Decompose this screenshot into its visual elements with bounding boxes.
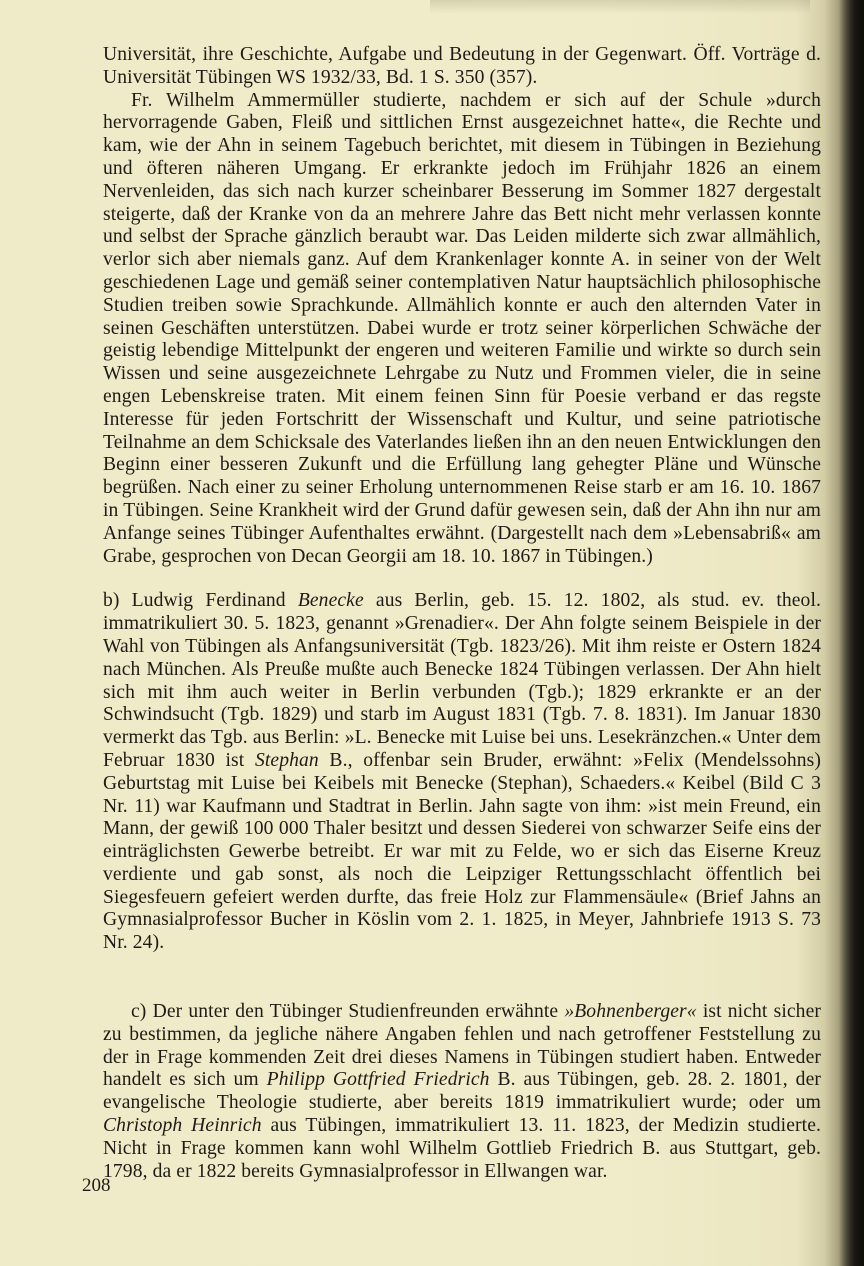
section-c-name-2: Philipp Gottfried Friedrich (266, 1069, 490, 1091)
page-number: 208 (82, 1175, 111, 1196)
section-c-prefix: c) Der unter den Tübinger Studienfreunden erwähnte (131, 1001, 565, 1023)
section-c-text-2: B. aus Tübingen, geb. 28. 2. 1801, der evangelische Theologie studierte, aber bereits 1819 immatrikuliert wurde; oder um (103, 1069, 821, 1114)
section-c-text-3: aus Tübingen, immatrikuliert 13. 11. 1823, der Medizin studierte. Nicht in Frage kommen kann wohl Wilhelm Gottlieb Friedrich B. aus Stuttgart, geb. 1798, da er 1822 bereits Gymnasialprofessor in Ellwangen war. (103, 1115, 821, 1182)
section-b-name-2: Stephan (254, 749, 319, 771)
section-spacer (103, 955, 821, 1001)
book-spine-shadow (824, 0, 864, 1266)
section-b-prefix: b) Ludwig Ferdinand (103, 590, 298, 612)
section-c-paragraph (103, 1001, 821, 1183)
intro-reference: Universität, ihre Geschichte, Aufgabe und Bedeutung in der Gegenwart. Öff. Vorträge d. Universität Tübingen WS 1932/33, Bd. 1 S. 350 (357). (103, 44, 821, 88)
section-b-text-1: aus Berlin, geb. 15. 12. 1802, als stud. ev. theol. immatrikuliert 30. 5. 1823, genannt »Grenadier«. Der Ahn folgte seinem Beispiele in der Wahl von Tübingen als Anfangsuniversität (Tgb. 1823/26). Mit ihm reiste er Ostern 1824 nach München. Als Preuße mußte auch Benecke 1824 Tübingen verlassen. Der Ahn hielt sich mit ihm auch weiter in Berlin verbunden (Tgb.); 1829 erkrankte er an der Schwindsucht (Tgb. 1829) und starb im August 1831 (Tgb. 7. 8. 1831). Im Januar 1830 vermerkt das Tgb. aus Berlin: »L. Benecke mit Luise bei uns. Lesekränzchen.« Unter dem Februar 1830 ist (103, 590, 821, 771)
body-text (103, 44, 821, 1183)
show-through-shadow (430, 0, 810, 14)
section-spacer (103, 568, 821, 590)
section-a-paragraph: Fr. Wilhelm Ammermüller studierte, nachdem er sich auf der Schule »durch hervorragende Gaben, Fleiß und sittlichen Ernst ausgezeichnet hatte«, die Rechte und kam, wie der Ahn in seinem Tagebuch berichtet, mit diesem in Tübingen in Beziehung und öfteren näheren Umgang. Er erkrankte jedoch im Frühjahr 1826 an einem Nervenleiden, das sich nach kurzer scheinbarer Besserung im Sommer 1827 dergestalt steigerte, daß der Kranke von da an mehrere Jahre das Bett nicht mehr verlassen konnte und selbst der Sprache gänzlich beraubt war. Das Leiden milderte sich zwar allmählich, verlor sich aber niemals ganz. Auf dem Krankenlager konnte A. in seiner von der Welt geschiedenen Lage und gemäß seiner contemplativen Natur hauptsächlich philosophische Studien treiben sowie Sprachkunde. Allmählich konnte er auch den alternden Vater in seinen Geschäften unterstützen. Dabei wurde er trotz seiner körperlichen Schwäche der geistig lebendige Mittelpunkt der engeren und weiteren Familie und wirkte so durch sein Wissen und seine ausgezeichnete Lehrgabe zu Nutz und Frommen vieler, die in seine engen Lebenskreise traten. Mit einem feinen Sinn für Poesie verband er das regste Interesse für jeden Fortschritt der Wissenschaft und Kultur, und seine patriotische Teilnahme an dem Schicksale des Vaterlandes ließen ihn an den neuen Entwicklungen den Beginn einer besseren Zukunft und die Erfüllung lang gehegter Pläne und Wünsche begrüßen. Nach einer zu seiner Erholung unternommenen Reise starb er am 16. 10. 1867 in Tübingen. Seine Krankheit wird der Grund dafür gewesen sein, daß der Ahn ihn nur am Anfange seines Tübinger Aufenthaltes erwähnt. (Dargestellt nach dem »Lebensabriß« am Grabe, gesprochen von Decan Georgii am 18. 10. 1867 in Tübingen.) (103, 89, 821, 567)
section-c-name: »Bohnenberger« (564, 1001, 697, 1023)
section-b-paragraph (103, 590, 821, 955)
section-b-name: Benecke (297, 590, 364, 612)
section-c-name-3: Christoph Heinrich (103, 1115, 262, 1137)
section-c-text-1: ist nicht sicher zu bestimmen, da jegliche nähere Angaben fehlen und nach getroffener Feststellung zu der in Frage kommenden Zeit drei dieses Namens in Tübingen studiert haben. Entweder handelt es sich um (103, 1001, 821, 1091)
section-b-text-2: B., offenbar sein Bruder, erwähnt: »Felix (Mendelssohns) Geburtstag mit Luise bei Keibels mit Benecke (Stephan), Schaeders.« Keibel (Bild C 3 Nr. 11) war Kaufmann und Stadtrat in Berlin. Jahn sagte von ihm: »ist mein Freund, ein Mann, der gewiß 100 000 Thaler besitzt und dessen Siederei von schwarzer Seife eins der einträglichsten Gewerbe betreibt. Er war mit zu Felde, wo er sich das Eiserne Kreuz verdiente und gab sonst, als noch die Leipziger Rettungsschlacht öffentlich bei Siegesfeuern gefeiert werden durfte, das freie Holz zur Flammensäule« (Brief Jahns an Gymnasialprofessor Bucher in Köslin vom 2. 1. 1825, in Meyer, Jahnbriefe 1913 S. 73 Nr. 24). (103, 749, 821, 954)
